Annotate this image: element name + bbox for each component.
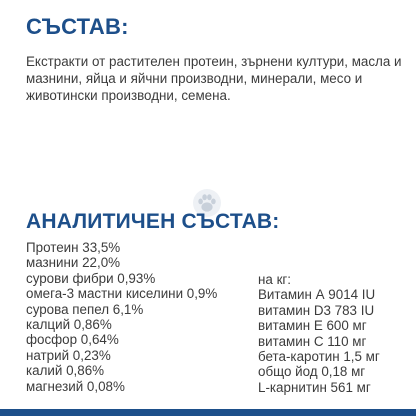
composition-text: Екстракти от растителен протеин, зърнени култури, масла и мазнини, яйца и яйчни производни, минерали, месо и животински производни, семена.	[26, 54, 402, 103]
list-item: мазнини 22,0%	[26, 255, 121, 271]
list-item: L-карнитин 561 мг	[258, 379, 371, 395]
list-item: Протеин 33,5%	[26, 240, 121, 255]
list-item: витамин D3 783 IU	[258, 302, 375, 318]
analytical-values-list	[26, 240, 217, 394]
list-item: общо йод 0,18 мг	[258, 364, 366, 380]
list-item: фосфор 0,64%	[26, 332, 119, 348]
list-item: магнезий 0,08%	[26, 378, 125, 394]
list-item: Витамин А 9014 IU	[258, 287, 376, 303]
list-item: бета-каротин 1,5 мг	[258, 349, 380, 365]
vitamins-per-kg-list	[258, 272, 380, 395]
list-item: витамин Е 600 мг	[258, 318, 367, 334]
list-item: сурови фибри 0,93%	[26, 270, 156, 286]
list-item: омега-3 мастни киселини 0,9%	[26, 286, 218, 302]
list-item: сурова пепел 6,1%	[26, 301, 144, 317]
list-item: калий 0,86%	[26, 363, 105, 379]
per-kg-label: на кг:	[258, 272, 292, 287]
list-item: натрий 0,23%	[26, 347, 111, 363]
list-item: калций 0,86%	[26, 317, 112, 333]
list-item: витамин С 110 мг	[258, 333, 367, 349]
composition-heading: СЪСТАВ:	[26, 14, 129, 39]
analytical-composition-heading: АНАЛИТИЧЕН СЪСТАВ:	[26, 210, 280, 233]
footer-bar	[0, 409, 416, 416]
